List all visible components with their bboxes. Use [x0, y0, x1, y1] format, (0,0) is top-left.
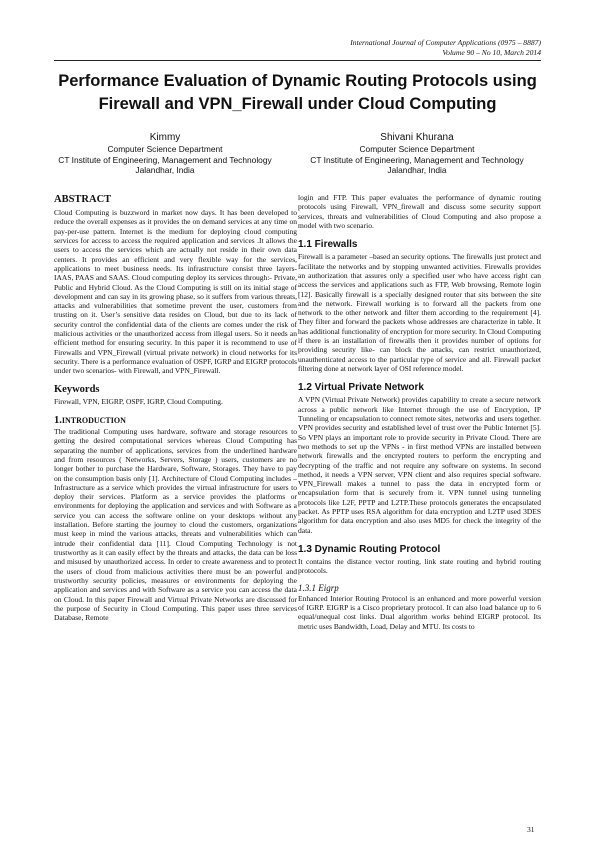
section-1-3-1-text: Enhanced Interior Routing Protocol is an enhanced and more powerful version of IGRP. EIGRP is a Cisco proprietary protocol. It can also load balance up to 6 equal/unequal cost links. Dual algorithm works behind EIGRP protocol. Its metric uses Bandwidth, Load, Delay and MTU. Its costs to: [298, 593, 541, 631]
section-1-3-text: It contains the distance vector routing, link state routing and hybrid routing protocols.: [298, 557, 541, 576]
abstract-text: Cloud Computing is buzzword in market now days. It has been developed to reduce the overall expenses as it provides the on demand services at any time on pay-per-use pattern. Internet is the medium for deploying cloud computing services for access to access the required application and services .It allows the users to access the services which are actually not reside in their own data centers. It provides an efficient and very flexible way for the services, applications to meet business needs. Its infrastructure consist three layers- IAAS, PAAS and SAAS. Cloud computing deploy its services through:- Private, Public and Hybrid Cloud. As the Cloud Computing is still on its initial stage of development and can say in its growing phase, so it suffers from various threats, attacks and vulnerabilities that sometime prevent the user, customers from trusting on it. User’s sensitive data resides on Cloud, but due to its lack of security control the confidential data of the clients are comes under the risk of malicious activities or the unauthorized access from illegal users. So it needs an efficient method for ensuring security. In this paper it is recommend to use of Firewalls and VPN_Firewall (virtual private network) in cloud networks for its security. There is a performance evaluation of OSPF, IGRP and EIGRP protocols under two scenarios- with Firewall, and VPN_Firewall.: [54, 208, 297, 376]
author-dept: Computer Science Department: [359, 144, 475, 154]
author-block-2: [292, 131, 542, 176]
continued-text: login and FTP. This paper evaluates the performance of dynamic routing protocols using Firewall, VPN_firewall and discuss some security support services, threats and vulnerabilities of Cloud Computing and also propose a model with two scenario.: [298, 193, 541, 230]
section-1-2-text: A VPN (Virtual Private Network) provides capability to create a secure network across a public network like Internet through the use of Encryption, IP Tunneling or encapsulation to connect remote sites, networks and users together. VPN provides security and established level of trust over the Public Internet [5]. So VPN plays an important role to provide security in Private Cloud. There are two methods to set up the VPNs - in first method VPNs are installed between network firewalls and the encrypted routers to perform the encrypting and decrypting of the traffic and not require any software on systems. In second method, it needs a VPN server, VPN client and also requires special software. VPN_Firewall makes a tunnel to pass the data in encrypted form or encapsulation form that is securely from it. VPN tunnel using tunneling protocols like L2F, PPTP and L2TP.These protocols generates the encapsulated packet. As PPTP uses RSA algorithm for data encryption and L2TP used 3DES algorithm for data encryption and also uses MD5 for check the integrity of the data.: [298, 395, 541, 535]
journal-name: International Journal of Computer Applications (0975 – 8887): [350, 38, 541, 47]
section-1-3-1-heading: 1.3.1 Eigrp: [298, 582, 339, 593]
section-1-1-text: Firewall is a parameter –based an security options. The firewalls just protect and facilitate the networks and by stopping unwanted activities. Firewalls provides an authorization that assures only a specified user who have access right can access the services and applications such as FTP, Web browsing, Remote login [12]. Basically firewall is a specially designed router that sits between the site and the network. Firewall working is to forward all the packets from one network to the other network and filter them according to the requirement [4]. They filter and forward the packets whose addresses are characterize in table. It has additional functionality of encryption for more security. In Cloud Computing if there is an installation of firewalls then it provides number of options for providing security like- can block the attacks, can restrict unauthorized, unauthenticated access to the particular type of service and all. Firewall packet filtering done at network layer of OSI reference model.: [298, 252, 542, 373]
abstract-heading: ABSTRACT: [54, 194, 112, 205]
journal-header: [350, 38, 541, 57]
author-name: Shivani Khurana: [380, 132, 454, 143]
keywords-heading: Keywords: [54, 383, 100, 395]
section-1-2-heading: 1.2 Virtual Private Network: [298, 382, 424, 394]
right-column: [298, 193, 541, 631]
author-dept: Computer Science Department: [107, 144, 223, 154]
intro-heading: [54, 414, 297, 427]
left-column: [54, 193, 297, 623]
author-name: Kimmy: [149, 132, 181, 143]
keywords-text: Firewall, VPN, EIGRP, OSPF, IGRP, Cloud Computing.: [54, 396, 223, 406]
section-1-1-heading: 1.1 Firewalls: [298, 239, 358, 251]
author-institute: CT Institute of Engineering, Management and Technology Jalandhar, India: [310, 154, 524, 176]
author-institute: CT Institute of Engineering, Management and Technology Jalandhar, India: [58, 154, 272, 176]
header-rule: [54, 60, 541, 61]
section-1-3-heading: 1.3 Dynamic Routing Protocol: [298, 544, 441, 555]
page-number: 31: [527, 825, 535, 834]
paper-title: Performance Evaluation of Dynamic Routing Protocols using Firewall and VPN_Firewall under Cloud Computing: [58, 72, 537, 113]
intro-number: 1.: [54, 414, 62, 426]
intro-title: INTRODUCTION: [61, 415, 126, 425]
author-block-1: [40, 131, 290, 176]
intro-text: The traditional Computing uses hardware, software and storage resources to getting the desired computational services whereas Cloud Computing has separating the number of applications, services from the underlined hardware and from resources ( Networks, Servers, Storage ) users, customers are no longer bother to purchase the Hardware, Software, Storages. They have to pay on the consumption basis only [1]. Architecture of Cloud Computing includes – Infrastructure as a service which provides the virtual infrastructure for users to deploy their services. Platform as a service provides the platforms or environments for deploying the application and services and with Software as a service you can access the software online on your desktops without any installation. Before starting the journey to cloud the customers, organizations must keep in mind the various attacks, threats and vulnerabilities which can intrude their confidential data [11]. Cloud Computing Technology is not trustworthy as it can easily effect by the threats and attacks, the data can be loss and misused by unauthorized access. In order to create awareness and to protect the users of cloud from malicious activities there must be an powerful and trustworthy security policies, measures or environments for deploying the application and services and with Software as a service you can access the data on Cloud. In this paper Firewall and Virtual Private Networks are discussed for the purpose of Security in Cloud Computing. This paper uses three services Database, Remote: [54, 426, 297, 623]
journal-volume: Volume 90 – No 10, March 2014: [442, 47, 541, 57]
